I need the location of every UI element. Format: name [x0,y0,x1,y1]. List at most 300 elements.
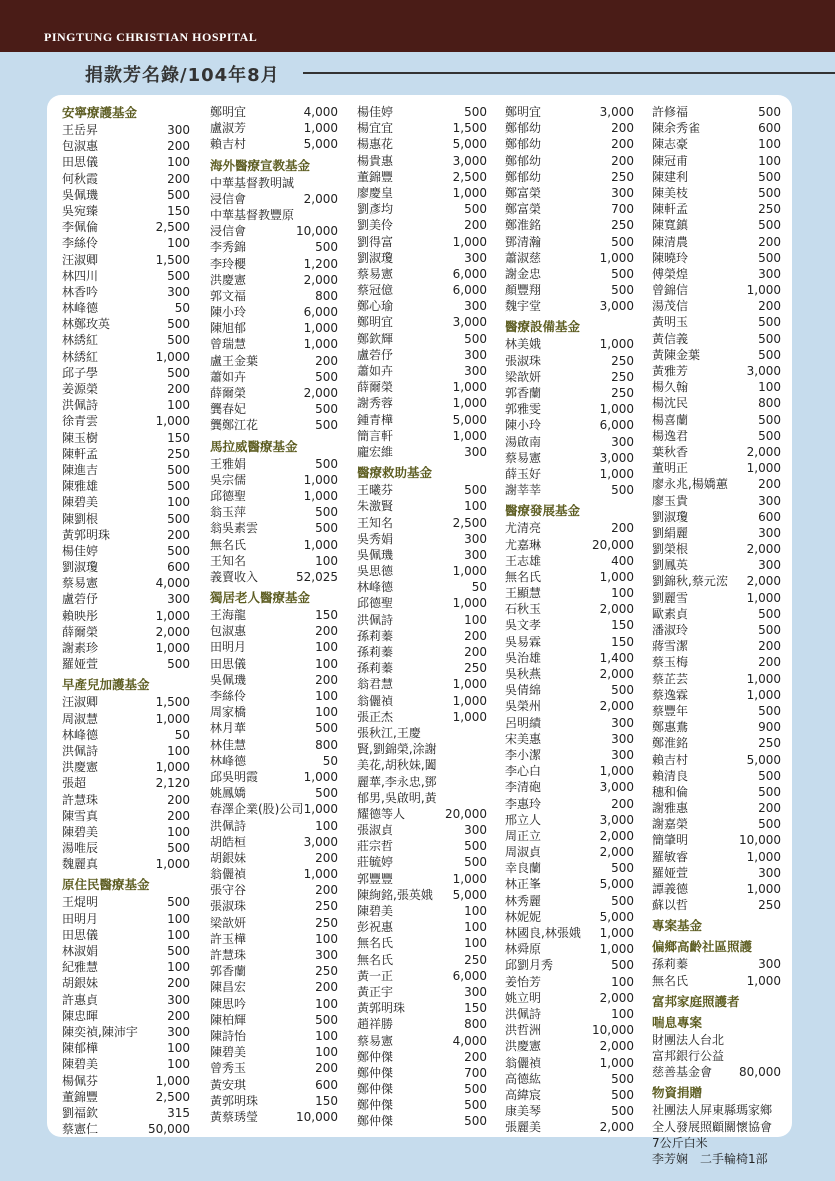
donation-amount: 500 [167,895,190,910]
donor-name: 梁歆妍 [210,915,247,930]
donation-row [62,624,190,640]
donation-amount: 250 [611,369,634,384]
donor-name: 幸良蘭 [505,861,542,876]
donor-name: 廖永兆,楊嬌蕙 [652,477,728,492]
donor-name: 田明月 [210,640,247,655]
donation-amount: 200 [167,139,190,154]
donation-amount: 2,000 [303,191,338,206]
donation-row [652,460,781,476]
donation-row [62,462,190,478]
donation-amount: 5,000 [746,752,781,767]
fund-heading: 專案基金 [652,918,703,934]
donation-row [505,876,634,892]
donation-row [62,268,190,284]
donor-name: 賴吉村 [210,137,247,152]
donation-row [62,743,190,759]
donation-row [210,737,338,753]
donation-row [505,682,634,698]
donation-row [652,541,781,557]
donor-name: 劉淑瓊 [652,509,689,524]
donor-name: 劉淑瓊 [357,250,394,265]
donation-row [652,363,781,379]
donation-amount: 1,000 [303,121,338,136]
donor-name: 陳雅雄 [62,479,99,494]
donation-row [62,711,190,727]
donor-name: 陳碧美 [62,1057,99,1072]
donation-row [62,219,190,235]
donation-row [505,282,634,298]
donor-name: 鄭仲傑 [357,1049,394,1064]
donation-amount: 500 [758,784,781,799]
donation-row [652,136,781,152]
donor-name: 尤清亮 [505,521,542,536]
donation-row [652,719,781,735]
donation-amount: 1,000 [155,711,190,726]
donor-name: 楊佳婷 [62,543,99,558]
donor-name: 陳余秀雀 [652,121,701,136]
donation-amount: 300 [758,865,781,880]
donation-row [505,336,634,352]
donation-amount: 500 [611,483,634,498]
donation-amount: 200 [758,477,781,492]
donor-name: 翁君慧 [357,677,394,692]
donor-name: 林香吟 [62,284,99,299]
donation-row [652,622,781,638]
donor-name: 邱吳明霞 [210,769,259,784]
donor-name: 田思儀 [210,656,247,671]
donor-name: 姜怡芳 [505,974,542,989]
donation-amount: 1,000 [303,337,338,352]
donation-amount: 315 [167,1105,190,1120]
donation-amount: 200 [464,218,487,233]
donation-amount: 1,000 [746,882,781,896]
donor-name: 郭豐豐 [357,871,394,886]
donation-row [62,284,190,300]
donation-amount: 1,000 [452,693,487,708]
donor-name: 郭文福 [210,288,247,303]
donation-amount: 200 [758,639,781,654]
donor-name: 林綉紅 [62,333,99,348]
donation-row [652,832,781,848]
donor-name: 蔡芷芸 [652,671,689,686]
donor-name: 林月華 [210,721,247,736]
donation-row [505,234,634,250]
donation-amount: 100 [464,936,487,951]
fund-heading: 海外醫療宣教基金 [210,157,311,173]
donation-row [652,120,781,136]
donation-row [62,543,190,559]
donor-name: 洪佩詩 [357,612,394,627]
donor-name: 陳昌宏 [210,980,247,995]
donor-name: 林綉紅 [62,349,99,364]
fund-heading: 原住民醫療基金 [62,877,150,893]
donation-amount: 3,000 [599,299,634,314]
donation-row [505,617,634,633]
donation-amount: 500 [464,1098,487,1113]
donor-name: 陳清農 [652,234,689,249]
donation-row [652,476,781,492]
donation-amount: 150 [315,608,338,623]
title-rule [303,72,835,74]
donation-row [357,169,487,185]
donor-name: 張超 [62,776,87,791]
donation-row [505,553,634,569]
donation-row [357,1033,487,1049]
donor-name: 鄭明宜 [210,105,247,119]
donor-name: 洪慶憲 [62,760,99,775]
donation-amount: 800 [315,737,338,752]
donor-name: 蕭淑慈 [505,250,542,265]
donation-amount: 250 [315,915,338,930]
donor-name: 田思儀 [62,155,99,170]
donor-name: 王海龍 [210,608,247,623]
donation-row [652,897,781,913]
donation-row [210,898,338,914]
donation-row [62,397,190,413]
donor-name: 李玲櫻 [210,256,247,271]
donor-name: 張淑珠 [505,353,542,368]
donor-name: 林正峯 [505,877,542,892]
donation-row [505,385,634,401]
donation-row [210,818,338,834]
donation-amount: 1,000 [303,769,338,784]
donor-name: 林峰德 [210,753,247,768]
donor-name: 姜源榮 [62,382,99,396]
donation-amount: 10,000 [296,1109,338,1124]
donor-column-2 [210,104,338,1125]
donation-amount: 500 [167,317,190,332]
donor-name: 孫莉蓁 [357,645,394,659]
donor-name: 陳進吉 [62,462,99,477]
donation-row [357,935,487,951]
donor-name: 林妮妮 [505,909,542,924]
donation-amount: 1,000 [599,764,634,779]
donor-name: 周正立 [505,828,542,843]
donation-amount: 100 [758,153,781,168]
donation-amount: 200 [464,645,487,659]
donation-amount: 2,000 [599,1039,634,1054]
donation-amount: 600 [758,509,781,524]
donor-name: 黃雅芳 [652,364,689,378]
donor-name: 蔡易憲 [357,1033,394,1048]
donation-amount: 500 [758,331,781,346]
donor-name: 無名氏 [210,537,247,552]
donor-name: 鄭惠鴦 [652,720,689,735]
donation-amount: 5,000 [452,137,487,152]
donor-name: 呂明績 [505,715,542,730]
donor-name: 邱子學 [62,365,99,380]
donor-name-line: 中華基督教豐原 [210,207,295,222]
donation-row [62,959,190,975]
donation-row [505,153,634,169]
donor-name: 許慧珠 [62,792,99,807]
donation-row [210,688,338,704]
donation-amount: 2,000 [599,667,634,681]
donation-row [652,153,781,169]
donation-row [62,446,190,462]
donor-name: 耀德等人 [357,806,406,821]
donation-row [62,300,190,316]
donation-row [505,417,634,433]
donor-name: 蔡易憲 [357,266,394,281]
donation-row [62,1056,190,1072]
donation-row [62,332,190,348]
donor-name: 李小潔 [505,747,542,762]
donation-row [210,401,338,417]
donor-name: 楊久翰 [652,380,689,395]
donation-row [652,557,781,573]
donation-row [357,217,487,233]
donor-name: 慈善基金會 [652,1065,713,1080]
donation-amount: 400 [611,553,634,568]
donor-name: 盧菪伃 [357,347,394,362]
donation-amount: 100 [315,931,338,946]
donation-row [62,365,190,381]
donation-row [505,1119,634,1135]
donation-row [652,1064,781,1080]
donor-name-line: 賢,劉錦榮,涂謝 [357,742,437,757]
donor-name: 劉榮根 [652,542,689,557]
donor-name: 蔡易憲 [62,576,99,591]
donation-amount: 2,000 [303,272,338,287]
donation-row [505,185,634,201]
donor-name: 王岳昇 [62,123,99,137]
donor-name: 許修福 [652,105,689,119]
donor-name: 李清砲 [505,780,542,795]
donor-name: 歐素貞 [652,606,689,621]
donation-amount: 200 [167,792,190,807]
donation-amount: 100 [464,920,487,935]
donor-name: 吳文孝 [505,618,542,633]
donation-amount: 10,000 [739,833,781,848]
donation-row [357,379,487,395]
donation-row [62,430,190,446]
donation-row [357,266,487,282]
donation-row [357,822,487,838]
donation-amount: 500 [464,105,487,119]
donation-amount: 1,500 [155,695,190,710]
donation-amount: 100 [167,495,190,510]
donor-column-3 [357,104,487,1130]
donor-name: 何秋霞 [62,171,99,186]
donation-amount: 1,000 [452,234,487,249]
donation-amount: 500 [611,234,634,249]
donation-row [505,601,634,617]
donor-column-4 [505,104,634,1135]
donation-amount: 600 [315,1077,338,1092]
donation-amount: 150 [464,1001,487,1016]
donation-amount: 500 [758,347,781,362]
donor-name-line: 李芳娴 二手輪椅1部 [652,1151,768,1166]
donation-amount: 600 [758,121,781,136]
donation-amount: 300 [464,347,487,362]
donation-amount: 1,000 [452,709,487,724]
donor-name: 田思儀 [62,927,99,942]
donation-amount: 500 [758,623,781,637]
donor-name: 陳忠暉 [62,1008,99,1023]
donation-row [62,1089,190,1105]
donor-name: 楊宜宜 [357,121,394,136]
donor-name: 陳冠甫 [652,153,689,168]
donation-row [357,347,487,363]
donation-amount: 300 [464,250,487,265]
donation-amount: 2,500 [452,515,487,530]
donation-amount: 300 [464,547,487,562]
donor-name: 龐宏維 [357,444,394,459]
donation-amount: 300 [758,525,781,540]
donation-row [357,363,487,379]
donation-amount: 200 [315,353,338,368]
donation-amount: 100 [611,974,634,989]
donation-amount: 500 [758,768,781,783]
donation-amount: 500 [167,543,190,558]
fund-heading: 醫療發展基金 [505,503,581,519]
donation-row [210,272,338,288]
donor-name: 浸信會 [210,224,247,239]
donation-row [62,1024,190,1040]
donation-row [652,671,781,687]
donation-row [62,775,190,791]
donor-name: 龔春妃 [210,402,247,417]
donation-row [357,1097,487,1113]
donation-amount: 50,000 [148,1122,190,1137]
donor-name: 趙祥勝 [357,1017,394,1032]
donor-name: 鄭郁幼 [505,121,542,136]
donation-row [505,1022,634,1038]
donation-amount: 1,000 [155,414,190,429]
donation-row [210,304,338,320]
donation-amount: 500 [464,839,487,854]
donation-row [62,413,190,429]
donor-name-line: 富邦銀行公益 [652,1048,725,1063]
donation-row [62,927,190,943]
donation-row [210,866,338,882]
donation-amount: 300 [758,493,781,508]
donor-name: 董明正 [652,461,689,476]
donor-name: 羅娅萱 [62,657,99,672]
donation-row [505,844,634,860]
donor-name: 王志雄 [505,553,542,568]
donation-row [357,1113,487,1129]
donor-name: 龔鄭江花 [210,418,259,433]
donation-amount: 500 [611,1104,634,1119]
donor-name: 盧淑芳 [210,121,247,136]
donor-name: 朱激賢 [357,499,394,514]
donor-name: 陳軒孟 [62,446,99,461]
donor-name: 許惠貞 [62,992,99,1007]
donor-name: 洪佩詩 [505,1006,542,1021]
donation-amount: 2,000 [599,699,634,714]
donation-amount: 500 [758,169,781,184]
donation-row [505,585,634,601]
donation-amount: 100 [315,1045,338,1060]
donor-name: 陳碧美 [62,824,99,839]
donation-row [210,1060,338,1076]
donation-row [357,903,487,919]
donation-row [505,747,634,763]
donation-amount: 500 [758,606,781,621]
donor-column-5 [652,104,781,1167]
donation-amount: 2,500 [452,169,487,184]
donation-amount: 300 [167,592,190,607]
donor-name: 孫莉蓁 [357,661,394,676]
donor-name: 洪哲洲 [505,1023,542,1038]
donor-name: 洪佩詩 [62,743,99,758]
donor-name: 劉錦秋,蔡元浤 [652,574,728,589]
donor-name: 陳柏輝 [210,1012,247,1027]
donor-name-line: 社團法人屏東縣瑪家鄉 [652,1103,773,1118]
donor-name: 翁吳素雲 [210,521,259,536]
donor-name: 蔡玉梅 [652,655,689,670]
donation-amount: 150 [315,1093,338,1108]
donation-amount: 250 [315,964,338,979]
donation-amount: 4,000 [303,105,338,119]
donation-row [357,854,487,870]
donor-name: 黃郭明珠 [210,1093,259,1108]
donation-amount: 1,400 [599,650,634,665]
donation-row [210,256,338,272]
donor-name: 劉美伶 [357,218,394,233]
donor-name: 簡肇明 [652,833,689,848]
donation-amount: 500 [315,505,338,520]
donation-row [210,785,338,801]
donor-name: 周家橋 [210,705,247,720]
donor-name: 高德紘 [505,1071,542,1086]
donor-name: 傅榮煌 [652,266,689,281]
donation-amount: 500 [315,456,338,471]
donor-name: 陳小玲 [505,418,542,433]
donation-amount: 500 [167,511,190,526]
donation-row [62,591,190,607]
donation-row [652,379,781,395]
donation-amount: 200 [167,171,190,186]
donation-amount: 700 [464,1065,487,1080]
donation-row [210,120,338,136]
donation-row [62,694,190,710]
donation-amount: 1,000 [599,402,634,417]
donor-name: 鄭仲傑 [357,1082,394,1097]
donation-row [62,252,190,268]
donation-row [210,1012,338,1028]
donation-row [62,608,190,624]
donation-amount: 300 [464,364,487,378]
donation-amount: 3,000 [746,364,781,378]
donation-row [357,595,487,611]
donation-amount: 250 [758,202,781,217]
donor-name: 盧菪伃 [62,592,99,607]
donation-row [210,191,338,207]
donation-amount: 500 [315,418,338,433]
donation-amount: 10,000 [592,1023,634,1038]
donation-row [357,1049,487,1065]
donation-row [210,288,338,304]
donor-name: 吳宛臻 [62,203,99,218]
donor-name: 郭雅雯 [505,402,542,417]
donor-name: 李心白 [505,764,542,779]
donation-amount: 5,000 [599,909,634,924]
donor-name: 謝金忠 [505,266,542,281]
donation-row [357,444,487,460]
donation-amount: 200 [611,521,634,536]
donor-name: 蕭如卉 [210,369,247,384]
donation-row [505,941,634,957]
donation-amount: 100 [611,1006,634,1021]
donation-amount: 200 [758,801,781,816]
donation-row [62,203,190,219]
donation-row [505,466,634,482]
donor-name: 楊佳婷 [357,105,394,119]
donation-amount: 1,000 [599,926,634,940]
